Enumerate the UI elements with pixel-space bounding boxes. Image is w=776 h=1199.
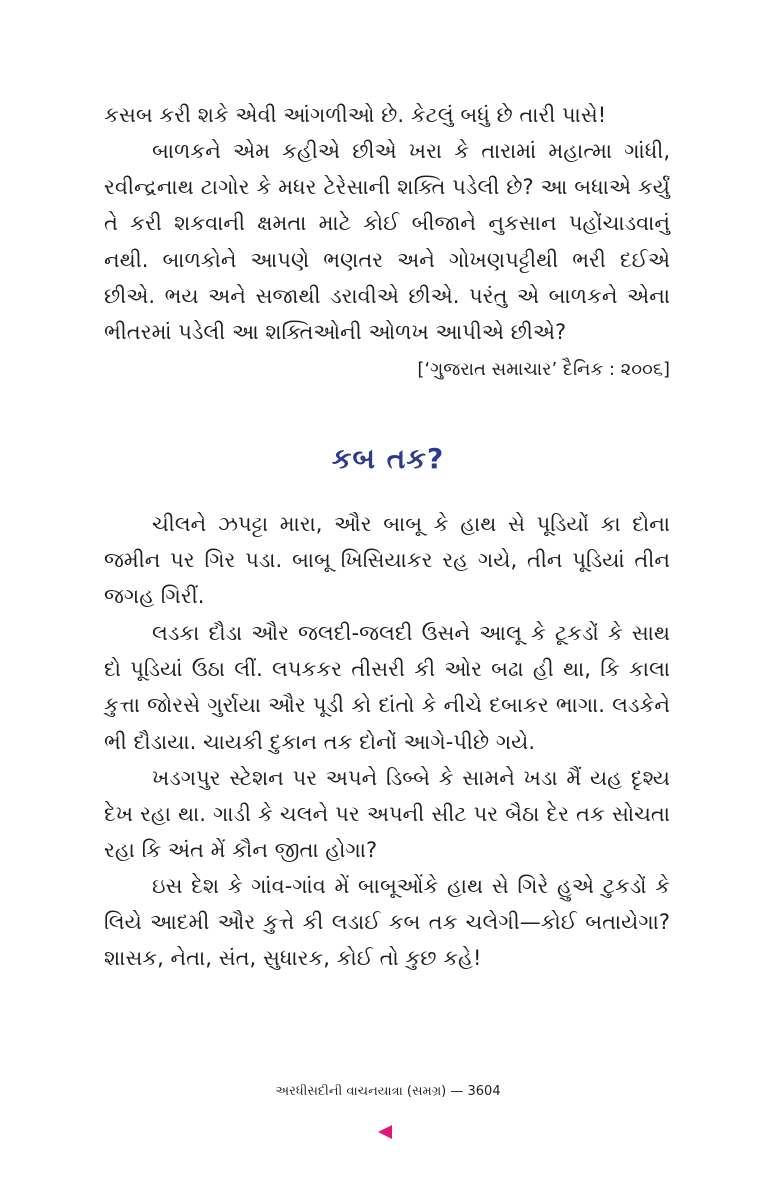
continuation-paragraph: કસબ કરી શકે એવી આંગળીઓ છે. કેટલું બધું છે તારી પાસે! [104,103,607,127]
story-paragraph-3: ખડગપુર સ્ટેશન પર અપને ડિબ્બે કે સામને ખડા મૈં યહ દૃશ્ય દેખ રહા થા. ગાડી કે ચલને પર અપની સીટ પર બૈઠા દેર તક સોચતા રહા કિ અંત મેં કૌન જીતા હોગા? [104,766,670,863]
source-citation: [‘ગુજરાત સમાચાર’ દૈનિક : ૨૦૦૬] [417,359,670,380]
triangle-left-icon[interactable] [378,1125,392,1139]
paragraph-child-strengths: બાળકને એમ કહીએ છીએ ખરા કે તારામાં મહાત્મા ગાંધી, રવીન્દ્રનાથ ટાગોર કે મધર ટેરેસાની શક્તિ પડેલી છે? આ બધાએ કર્યું તે કરી શકવાની ક્ષમતા માટે કોઈ બીજાને નુકસાન પહોંચાડવાનું નથી. બાળકોને આપણે ભણતર અને ગોખણપટ્ટીથી ભરી દઈએ છીએ. ભય અને સજાથી ડરાવીએ છીએ. પરંતુ એ બાળકને એના ભીતરમાં પડેલી આ શક્તિઓની ઓળખ આપીએ છીએ? [104,139,670,345]
article-title: કબ તક? [331,442,445,475]
story-paragraph-1: ચીલને ઝપટ્ટા મારા, ઔર બાબૂ કે હાથ સે પૂડિયોં કા દોના જમીન પર ગિર પડા. બાબૂ ખિસિયાકર રહ ગયે, તીન પૂડિયાં તીન જગહ ગિરીં. [104,512,670,609]
story-paragraph-2: લડકા દૌડા ઔર જલદી-જલદી ઉસને આલૂ કે ટૂકડોં કે સાથ દો પૂડિયાં ઉઠા લીં. લપકકર તીસરી કી ઓર બઢા હી થા, કિ કાલા કુત્તા જોરસે ગુર્રાયા ઔર પૂડી કો દાંતો કે નીચે દબાકર ભાગા. લડકેને ભી દૌડાયા. ચાયકી દુકાન તક દોનોં આગે-પીછે ગયે. [104,621,670,754]
page-footer: અરધીસદીની વાચનયાત્રા (સમગ્ર) — 3604 [275,1084,501,1099]
story-paragraph-4: ઇસ દેશ કે ગાંવ-ગાંવ મેં બાબૂઓંકે હાથ સે ગિરે હુએ ટુકડોં કે લિયે આદમી ઔર કુત્તે કી લડાઈ કબ તક ચલેગી—કોઈ બતાયેગા? શાસક, નેતા, સંત, સુધારક, કોઈ તો કુછ કહે! [104,874,670,971]
